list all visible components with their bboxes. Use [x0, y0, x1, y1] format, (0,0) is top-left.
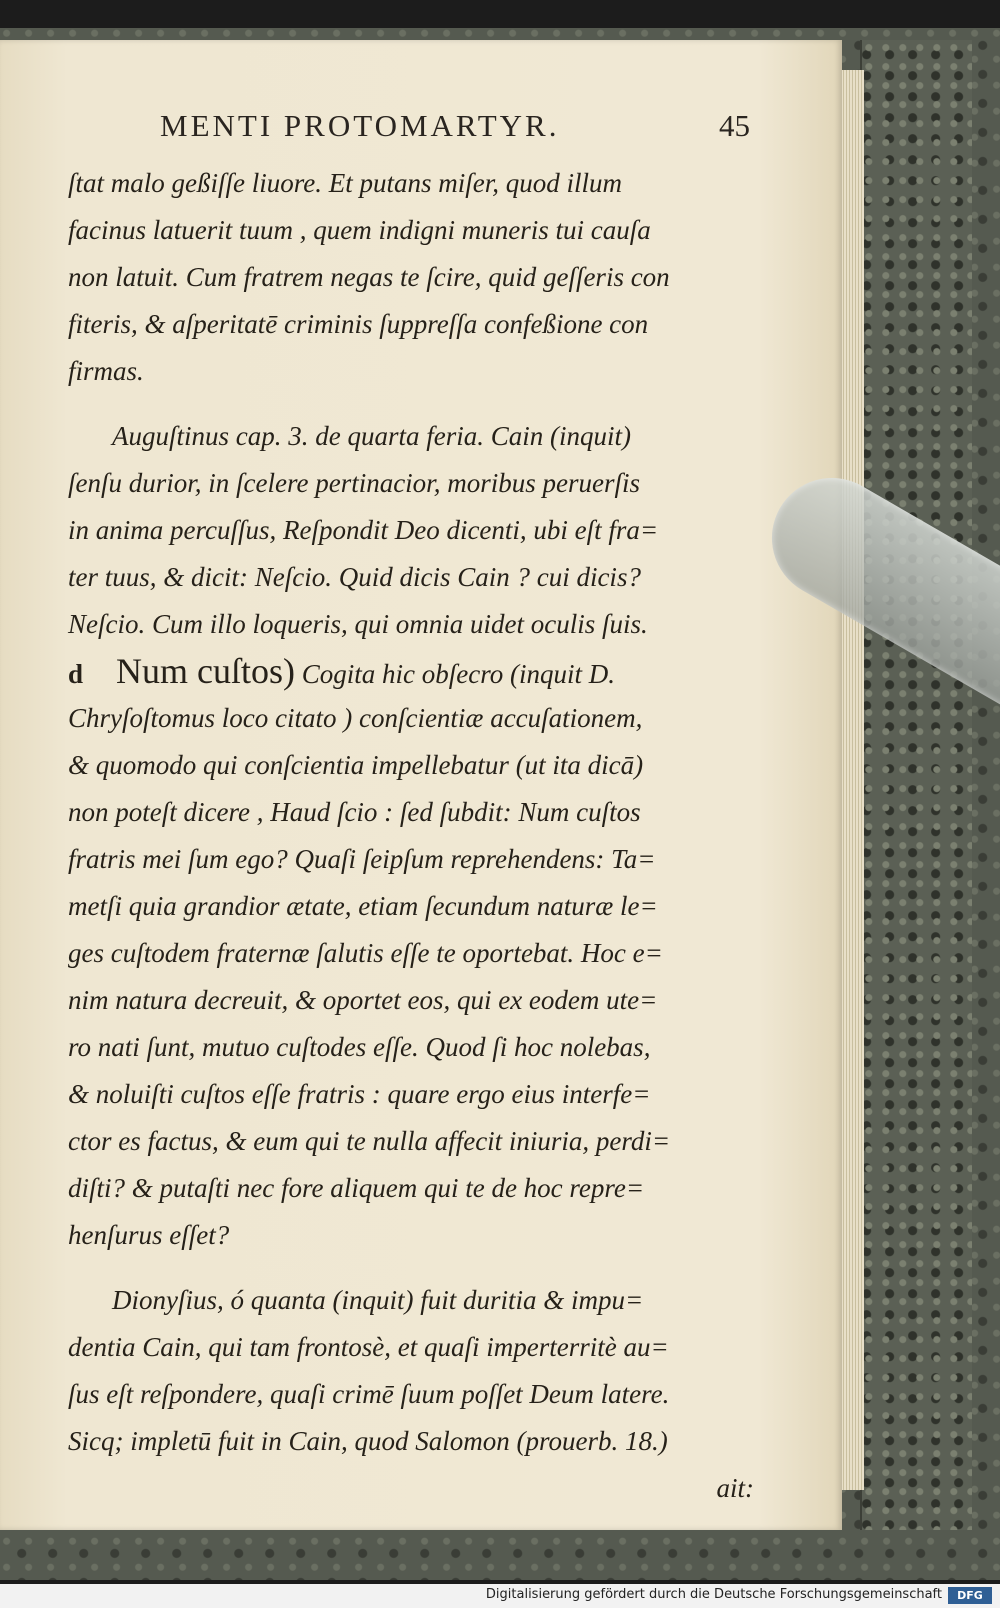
- text-line: diſti? & putaſti nec fore aliquem qui te de hoc repre=: [68, 1173, 645, 1203]
- text-line: Sicq; impletū fuit in Cain, quod Salomon (prouerb. 18.): [68, 1426, 668, 1456]
- lemma: Num cuſtos): [116, 651, 295, 691]
- text-line: & noluiſti cuſtos eſſe fratris : quare ergo eius interfe=: [68, 1079, 651, 1109]
- running-head-title: MENTI PROTOMARTYR.: [160, 108, 560, 143]
- paragraph-gap: [68, 1259, 774, 1277]
- text-line: nim natura decreuit, & oportet eos, qui ex eodem ute=: [68, 985, 658, 1015]
- text-line: Chryſoſtomus loco citato ) conſcientiæ accuſationem,: [68, 703, 643, 733]
- text-line: Auguſtinus cap. 3. de quarta feria. Cain (inquit): [112, 421, 631, 451]
- footer-bar: [0, 1584, 1000, 1608]
- body-text: [68, 160, 774, 1512]
- text-line: ctor es factus, & eum qui te nulla affecit iniuria, perdi=: [68, 1126, 671, 1156]
- text-line: dentia Cain, qui tam frontosè, et quaſi imperterritè au=: [68, 1332, 669, 1362]
- text-line: ſenſu durior, in ſcelere pertinacior, moribus peruerſis: [68, 468, 640, 498]
- text-line: facinus latuerit tuum , quem indigni muneris tui cauſa: [68, 215, 651, 245]
- text-line: ſus eſt reſpondere, quaſi crimē ſuum poſſet Deum latere.: [68, 1379, 670, 1409]
- text-line: ter tuus, & dicit: Neſcio. Quid dicis Cain ? cui dicis?: [68, 562, 641, 592]
- page-number: 45: [719, 108, 750, 143]
- text-line: fratris mei ſum ego? Quaſi ſeipſum reprehendens: Ta=: [68, 844, 656, 874]
- text-line: & quomodo qui conſcientia impellebatur (ut ita dicā): [68, 750, 644, 780]
- text-line: ro nati ſunt, mutuo cuſtodes eſſe. Quod ſi hoc nolebas,: [68, 1032, 651, 1062]
- text-line: metſi quia grandior ætate, etiam ſecundum naturæ le=: [68, 891, 658, 921]
- note-marker: d: [68, 659, 84, 689]
- text-line: Dionyſius, ó quanta (inquit) fuit duritia & impu=: [112, 1285, 644, 1315]
- text-line: firmas.: [68, 356, 144, 386]
- text-line: in anima percuſſus, Reſpondit Deo dicenti, ubi eſt fra=: [68, 515, 659, 545]
- paragraph-gap: [68, 395, 774, 413]
- text-line: Neſcio. Cum illo loqueris, qui omnia uidet oculis ſuis.: [68, 609, 648, 639]
- text-line: non poteſt dicere , Haud ſcio : ſed ſubdit: Num cuſtos: [68, 797, 641, 827]
- catchword: ait:: [716, 1473, 754, 1503]
- running-head: [160, 108, 750, 154]
- dfg-logo[interactable]: DFG: [948, 1587, 992, 1604]
- text-line: non latuit. Cum fratrem negas te ſcire, quid geſſeris con: [68, 262, 670, 292]
- footer-credit[interactable]: Digitalisierung gefördert durch die Deutsche Forschungsgemeinschaft: [485, 1587, 942, 1602]
- text-line: ſtat malo geßiſſe liuore. Et putans miſer, quod illum: [68, 168, 622, 198]
- text-line: Cogita hic obſecro (inquit D.: [301, 659, 615, 689]
- text-line: ges cuſtodem fraternæ ſalutis eſſe te oportebat. Hoc e=: [68, 938, 663, 968]
- text-line: fiteris, & aſperitatē criminis ſuppreſſa confeßione con: [68, 309, 649, 339]
- book-page: [0, 40, 842, 1530]
- marbled-cover-edge: [860, 40, 972, 1530]
- text-line: henſurus eſſet?: [68, 1220, 230, 1250]
- lemma-line: [68, 648, 774, 695]
